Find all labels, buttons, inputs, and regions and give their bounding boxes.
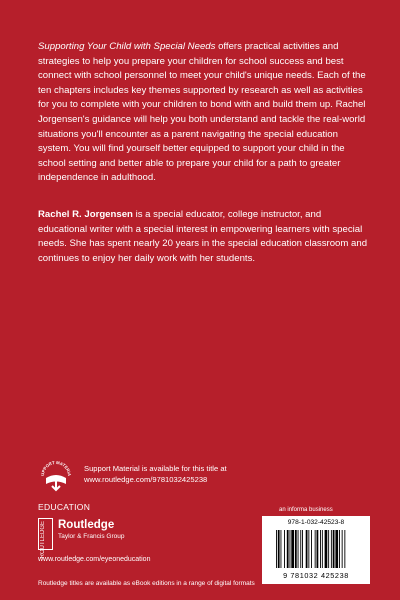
- barcode-icon: [276, 530, 362, 568]
- support-icon-label: UPPORT MATERIA: [39, 459, 73, 477]
- book-title: Supporting Your Child with Special Needs: [38, 41, 216, 52]
- ebook-note: Routledge titles are available as eBook editions in a range of digital formats: [38, 580, 255, 587]
- description-text: offers practical activities and strategies to help you prepare your children for school success and best connect with school personnel to meet your child's unique needs. Each of the ten chapters includes key themes supported by research as well as activities for you to complete with your children to bond with and build them up. Rachel Jorgensen's guidance will help you both understand and tackle the real-world situations you'll encounter as a parent navigating the special education system. You will find yourself better equipped to support your child in the school setting and better able to prepare your child for a path to greater independence in adulthood.: [38, 41, 366, 184]
- book-description: [38, 40, 368, 186]
- author-bio-text: is a special educator, college instructor, and educational writer with a special interest in empowering learners with special needs. She has spent nearly 20 years in the special education classroom and continues to enjoy her daily work with her students.: [38, 209, 368, 264]
- informa-label: an informa business: [279, 507, 333, 513]
- svg-text:SUPPORT MATERIAL: [38, 458, 72, 476]
- publisher-url: www.routledge.com/eyeoneducation: [38, 556, 151, 563]
- category-label: EDUCATION: [38, 502, 91, 512]
- support-material-text: [84, 464, 227, 485]
- publisher-group: Taylor & Francis Group: [58, 533, 125, 540]
- support-line: Support Material is available for this title at: [84, 464, 227, 473]
- author-name: Rachel R. Jorgensen: [38, 209, 133, 220]
- author-bio: [38, 208, 368, 266]
- logo-lettering: ROUTLEDGE: [40, 521, 46, 559]
- barcode-digits: 9 781032 425238: [283, 571, 349, 580]
- routledge-logo-icon: [38, 518, 53, 559]
- barcode-block: [262, 516, 370, 584]
- support-url: www.routledge.com/9781032425238: [84, 474, 208, 484]
- publisher-name: Routledge: [58, 519, 115, 531]
- isbn: 978-1-032-42523-8: [287, 519, 345, 526]
- support-material-icon: [38, 458, 74, 494]
